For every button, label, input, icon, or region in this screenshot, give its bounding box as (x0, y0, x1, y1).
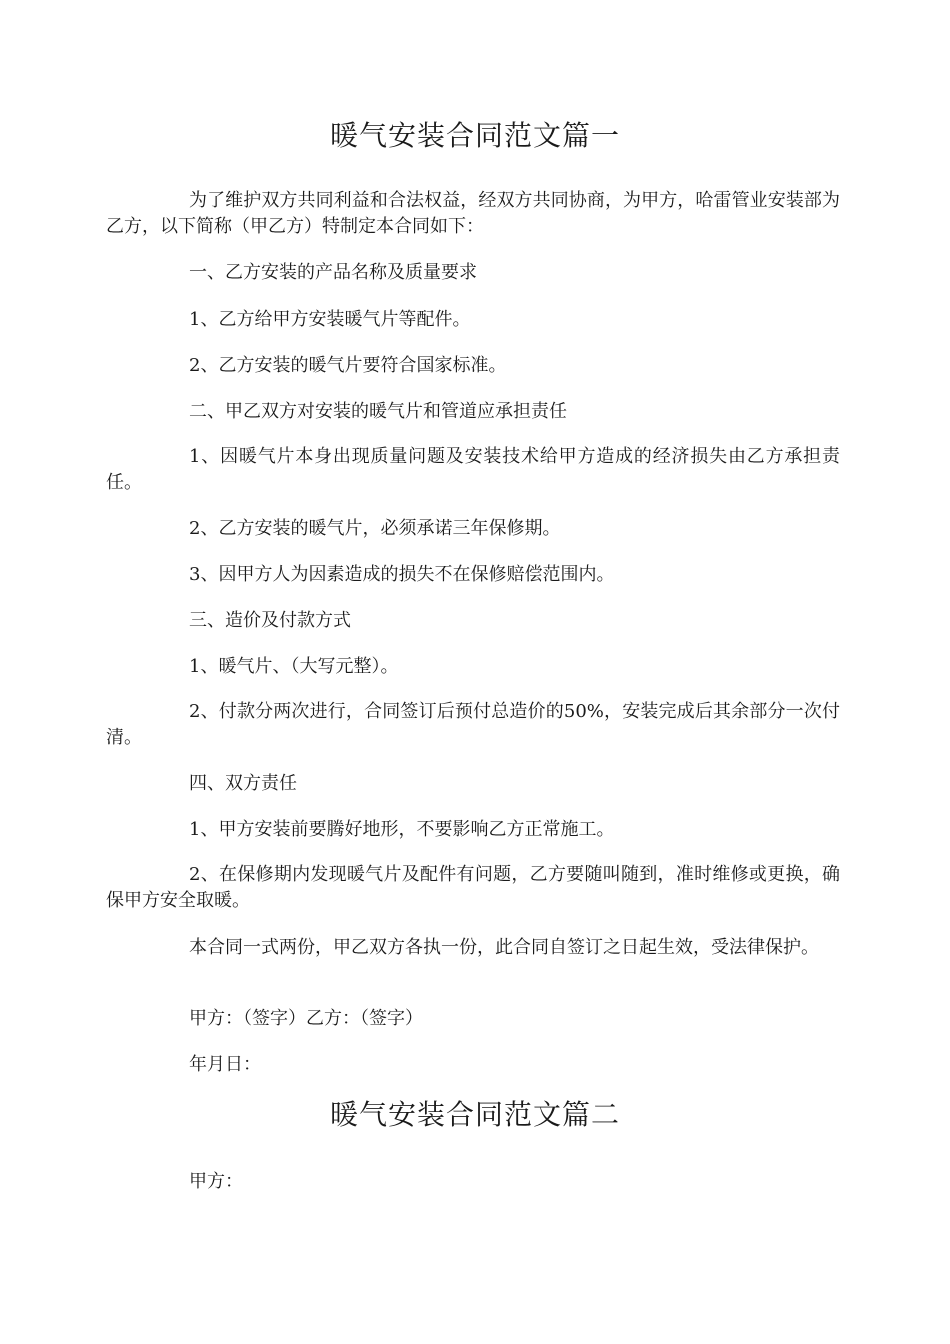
section-2-heading: 二、甲乙双方对安装的暖气片和管道应承担责任 (189, 401, 567, 422)
section-2-item-2: 2、乙方安装的暖气片，必须承诺三年保修期。 (189, 518, 561, 539)
intro-paragraph: 为了维护双方共同利益和合法权益，经双方共同协商，为甲方，哈雷管业安装部为乙方，以下简称（甲乙方）特制定本合同如下： (106, 190, 840, 237)
section-1-item-2: 2、乙方安装的暖气片要符合国家标准。 (189, 355, 507, 376)
section-4-item-1: 1、甲方安装前要腾好地形，不要影响乙方正常施工。 (189, 819, 615, 840)
section-2-item-1: 1、因暖气片本身出现质量问题及安装技术给甲方造成的经济损失由乙方承担责任。 (106, 446, 840, 493)
section-4-item-2: 2、在保修期内发现暖气片及配件有问题，乙方要随叫随到，准时维修或更换，确保甲方安全取暖。 (106, 864, 840, 911)
section-4-heading: 四、双方责任 (189, 773, 297, 794)
section-1-item-1: 1、乙方给甲方安装暖气片等配件。 (189, 309, 471, 330)
section-3-item-2: 2、付款分两次进行，合同签订后预付总造价的50%，安装完成后其余部分一次付清。 (106, 701, 840, 748)
date-line: 年月日： (189, 1054, 261, 1075)
document-title-1: 暖气安装合同范文篇一 (329, 119, 620, 152)
section-1-heading: 一、乙方安装的产品名称及质量要求 (189, 262, 477, 283)
party-a-label: 甲方： (189, 1171, 243, 1192)
closing-paragraph: 本合同一式两份，甲乙双方各执一份，此合同自签订之日起生效，受法律保护。 (189, 937, 819, 958)
section-2-item-3: 3、因甲方人为因素造成的损失不在保修赔偿范围内。 (189, 564, 615, 585)
section-3-heading: 三、造价及付款方式 (189, 610, 351, 631)
signature-line: 甲方：（签字）乙方：（签字） (189, 1008, 423, 1029)
section-3-item-1: 1、暖气片、（大写元整）。 (189, 656, 399, 677)
document-title-2: 暖气安装合同范文篇二 (329, 1098, 620, 1131)
